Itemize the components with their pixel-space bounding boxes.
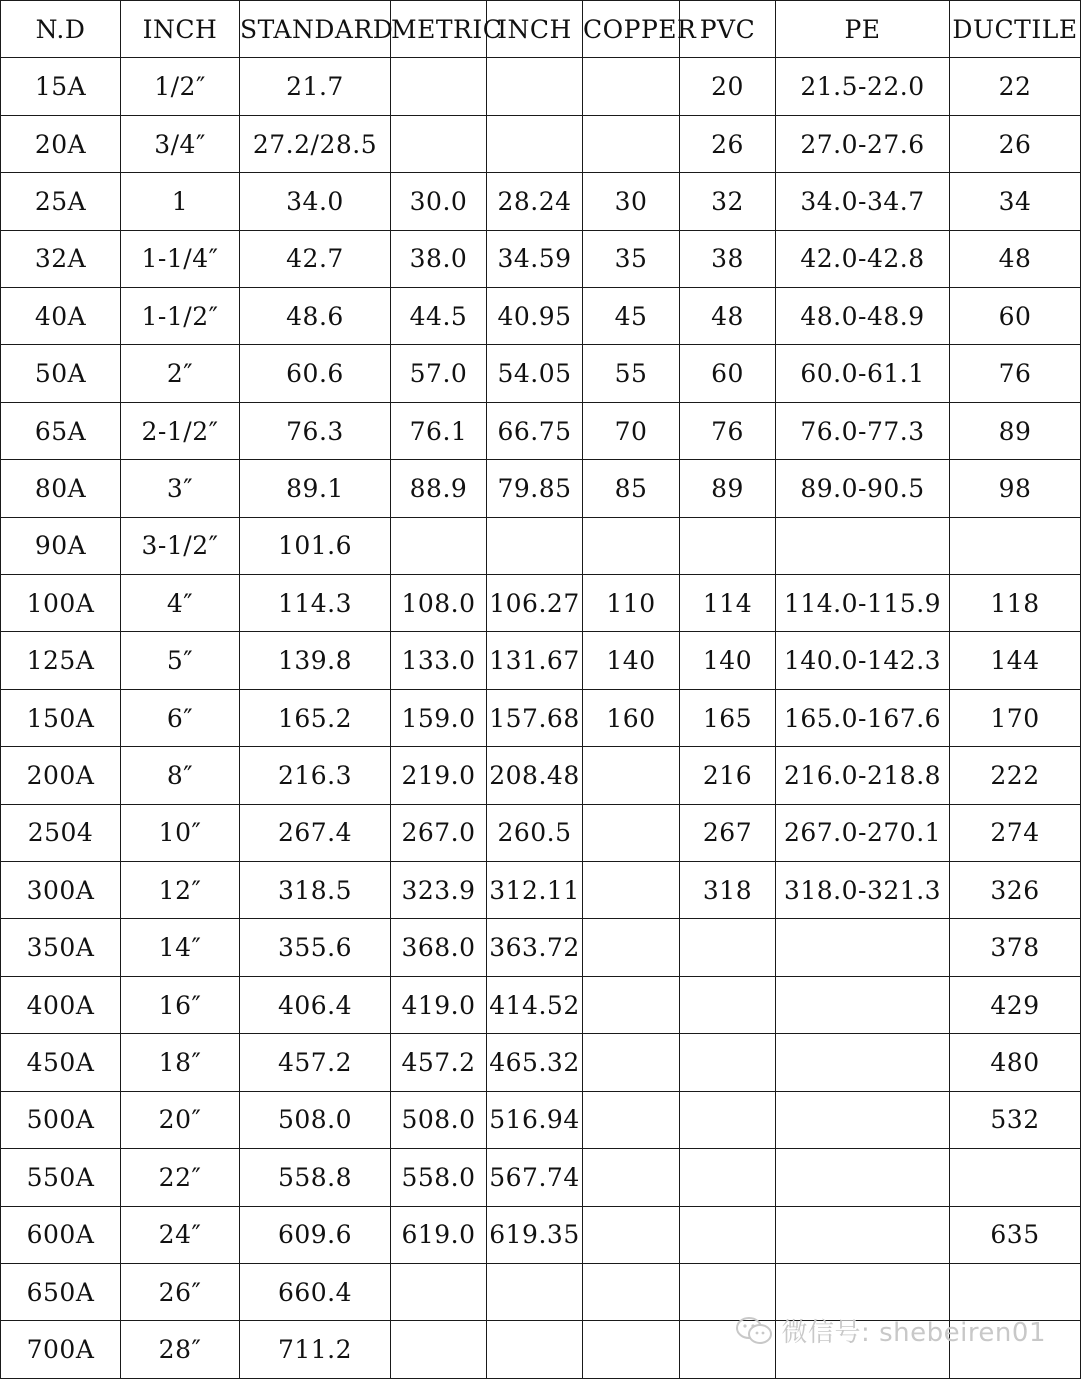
table-cell: 558.0: [391, 1149, 487, 1206]
table-cell: 508.0: [240, 1091, 391, 1148]
table-cell: 48.6: [240, 288, 391, 345]
table-cell: 110: [583, 575, 680, 632]
table-cell: 1: [121, 173, 240, 230]
table-cell: 368.0: [391, 919, 487, 976]
table-cell: 133.0: [391, 632, 487, 689]
table-cell: [391, 1321, 487, 1379]
table-cell: 216: [680, 747, 776, 804]
table-cell: 79.85: [487, 460, 583, 517]
table-cell: 34: [950, 173, 1081, 230]
table-row: [1, 1034, 1081, 1091]
table-cell: 24″: [121, 1206, 240, 1263]
table-cell: 16″: [121, 976, 240, 1033]
table-cell: [776, 1034, 950, 1091]
table-cell: 350A: [1, 919, 121, 976]
table-cell: 144: [950, 632, 1081, 689]
table-cell: 38.0: [391, 230, 487, 287]
table-cell: 106.27: [487, 575, 583, 632]
table-cell: 22: [950, 58, 1081, 115]
table-cell: 170: [950, 689, 1081, 746]
table-cell: 76.1: [391, 402, 487, 459]
table-cell: 42.7: [240, 230, 391, 287]
table-cell: 140: [680, 632, 776, 689]
table-cell: 700A: [1, 1321, 121, 1379]
table-cell: 40.95: [487, 288, 583, 345]
table-cell: 465.32: [487, 1034, 583, 1091]
table-cell: 55: [583, 345, 680, 402]
table-cell: 60.6: [240, 345, 391, 402]
table-cell: 26″: [121, 1263, 240, 1320]
table-cell: 567.74: [487, 1149, 583, 1206]
table-cell: 558.8: [240, 1149, 391, 1206]
table-cell: 1-1/4″: [121, 230, 240, 287]
table-cell: 711.2: [240, 1321, 391, 1379]
table-cell: 165.2: [240, 689, 391, 746]
table-cell: 80A: [1, 460, 121, 517]
table-cell: 516.94: [487, 1091, 583, 1148]
table-cell: 89.0-90.5: [776, 460, 950, 517]
table-cell: 48: [680, 288, 776, 345]
table-row: [1, 115, 1081, 172]
table-cell: 48: [950, 230, 1081, 287]
table-cell: 108.0: [391, 575, 487, 632]
table-row: [1, 747, 1081, 804]
table-cell: 140: [583, 632, 680, 689]
table-cell: 65A: [1, 402, 121, 459]
table-cell: 66.75: [487, 402, 583, 459]
table-cell: 318: [680, 862, 776, 919]
table-cell: 32A: [1, 230, 121, 287]
table-cell: 60: [950, 288, 1081, 345]
table-cell: 20A: [1, 115, 121, 172]
table-cell: 323.9: [391, 862, 487, 919]
table-cell: 70: [583, 402, 680, 459]
table-cell: 26: [950, 115, 1081, 172]
table-cell: 28.24: [487, 173, 583, 230]
table-cell: 2″: [121, 345, 240, 402]
table-cell: 406.4: [240, 976, 391, 1033]
table-body: [1, 58, 1081, 1379]
table-cell: 267.4: [240, 804, 391, 861]
table-cell: [583, 1321, 680, 1379]
table-cell: [583, 1091, 680, 1148]
table-cell: 35: [583, 230, 680, 287]
table-cell: 10″: [121, 804, 240, 861]
table-cell: 114: [680, 575, 776, 632]
table-cell: [391, 1263, 487, 1320]
table-cell: [680, 1206, 776, 1263]
table-cell: [680, 976, 776, 1033]
table-cell: 160: [583, 689, 680, 746]
table-cell: 3-1/2″: [121, 517, 240, 574]
column-header: PVC: [680, 1, 776, 58]
table-cell: 660.4: [240, 1263, 391, 1320]
table-cell: 378: [950, 919, 1081, 976]
column-header: DUCTILE: [950, 1, 1081, 58]
table-row: [1, 288, 1081, 345]
table-cell: 76: [680, 402, 776, 459]
table-cell: [391, 517, 487, 574]
table-cell: 76: [950, 345, 1081, 402]
column-header: COPPER: [583, 1, 680, 58]
table-cell: [680, 1034, 776, 1091]
table-cell: 312.11: [487, 862, 583, 919]
table-cell: 30.0: [391, 173, 487, 230]
table-cell: 44.5: [391, 288, 487, 345]
table-cell: 85: [583, 460, 680, 517]
table-cell: 60: [680, 345, 776, 402]
table-cell: 500A: [1, 1091, 121, 1148]
table-cell: 54.05: [487, 345, 583, 402]
table-cell: [776, 517, 950, 574]
table-cell: 532: [950, 1091, 1081, 1148]
table-cell: 260.5: [487, 804, 583, 861]
table-cell: 600A: [1, 1206, 121, 1263]
table-cell: 609.6: [240, 1206, 391, 1263]
table-cell: 34.0: [240, 173, 391, 230]
table-cell: 28″: [121, 1321, 240, 1379]
table-cell: 274: [950, 804, 1081, 861]
table-cell: 34.0-34.7: [776, 173, 950, 230]
table-row: [1, 862, 1081, 919]
table-cell: 57.0: [391, 345, 487, 402]
table-cell: 114.3: [240, 575, 391, 632]
column-header: N.D: [1, 1, 121, 58]
table-cell: 50A: [1, 345, 121, 402]
table-cell: [680, 1149, 776, 1206]
table-cell: 140.0-142.3: [776, 632, 950, 689]
table-cell: 216.0-218.8: [776, 747, 950, 804]
table-cell: [776, 919, 950, 976]
table-row: [1, 1206, 1081, 1263]
table-cell: 45: [583, 288, 680, 345]
table-cell: 27.2/28.5: [240, 115, 391, 172]
table-cell: 157.68: [487, 689, 583, 746]
table-cell: 619.0: [391, 1206, 487, 1263]
table-row: [1, 173, 1081, 230]
table-cell: [776, 1091, 950, 1148]
table-cell: 159.0: [391, 689, 487, 746]
table-cell: [950, 1149, 1081, 1206]
table-cell: 267.0: [391, 804, 487, 861]
table-cell: 8″: [121, 747, 240, 804]
table-cell: 419.0: [391, 976, 487, 1033]
table-row: [1, 230, 1081, 287]
table-cell: 267: [680, 804, 776, 861]
table-cell: 1-1/2″: [121, 288, 240, 345]
table-cell: [391, 58, 487, 115]
column-header: METRIC: [391, 1, 487, 58]
table-cell: 400A: [1, 976, 121, 1033]
table-cell: 508.0: [391, 1091, 487, 1148]
table-cell: 139.8: [240, 632, 391, 689]
table-cell: [680, 1091, 776, 1148]
table-cell: 318.5: [240, 862, 391, 919]
table-cell: 165.0-167.6: [776, 689, 950, 746]
table-cell: 2-1/2″: [121, 402, 240, 459]
table-cell: [583, 115, 680, 172]
table-cell: [776, 1149, 950, 1206]
table-row: [1, 1149, 1081, 1206]
table-cell: 450A: [1, 1034, 121, 1091]
column-header: INCH: [487, 1, 583, 58]
table-cell: 208.48: [487, 747, 583, 804]
table-cell: [583, 1263, 680, 1320]
table-row: [1, 58, 1081, 115]
table-cell: 14″: [121, 919, 240, 976]
table-cell: 18″: [121, 1034, 240, 1091]
table-cell: 3″: [121, 460, 240, 517]
table-cell: [680, 517, 776, 574]
table-cell: 20″: [121, 1091, 240, 1148]
table-cell: 12″: [121, 862, 240, 919]
table-cell: 34.59: [487, 230, 583, 287]
table-cell: 650A: [1, 1263, 121, 1320]
table-cell: 22″: [121, 1149, 240, 1206]
column-header: STANDARD: [240, 1, 391, 58]
table-cell: 457.2: [240, 1034, 391, 1091]
table-cell: 414.52: [487, 976, 583, 1033]
table-cell: 219.0: [391, 747, 487, 804]
table-cell: 21.7: [240, 58, 391, 115]
table-row: [1, 919, 1081, 976]
table-cell: [487, 1263, 583, 1320]
table-cell: 300A: [1, 862, 121, 919]
table-cell: [487, 58, 583, 115]
table-cell: [583, 517, 680, 574]
table-cell: 25A: [1, 173, 121, 230]
table-cell: 355.6: [240, 919, 391, 976]
table-cell: 118: [950, 575, 1081, 632]
table-cell: 98: [950, 460, 1081, 517]
table-cell: [583, 862, 680, 919]
table-cell: 21.5-22.0: [776, 58, 950, 115]
table-cell: 222: [950, 747, 1081, 804]
table-cell: 3/4″: [121, 115, 240, 172]
table-cell: 131.67: [487, 632, 583, 689]
table-cell: [950, 517, 1081, 574]
table-cell: 100A: [1, 575, 121, 632]
table-cell: 318.0-321.3: [776, 862, 950, 919]
table-header-row: [1, 1, 1081, 58]
table-cell: [680, 919, 776, 976]
table-cell: [583, 58, 680, 115]
table-cell: 165: [680, 689, 776, 746]
table-cell: 90A: [1, 517, 121, 574]
table-cell: 42.0-42.8: [776, 230, 950, 287]
table-cell: 48.0-48.9: [776, 288, 950, 345]
table-cell: 89: [680, 460, 776, 517]
table-row: [1, 402, 1081, 459]
column-header: INCH: [121, 1, 240, 58]
table-cell: 635: [950, 1206, 1081, 1263]
table-cell: 76.0-77.3: [776, 402, 950, 459]
table-cell: [776, 976, 950, 1033]
table-cell: 76.3: [240, 402, 391, 459]
table-row: [1, 517, 1081, 574]
table-cell: 326: [950, 862, 1081, 919]
table-cell: [583, 747, 680, 804]
table-cell: [583, 919, 680, 976]
table-cell: 30: [583, 173, 680, 230]
table-cell: 4″: [121, 575, 240, 632]
watermark: [734, 1312, 1046, 1349]
table-cell: 5″: [121, 632, 240, 689]
table-cell: [487, 115, 583, 172]
table-cell: [487, 1321, 583, 1379]
table-cell: 363.72: [487, 919, 583, 976]
table-cell: 6″: [121, 689, 240, 746]
table-cell: 38: [680, 230, 776, 287]
table-cell: 114.0-115.9: [776, 575, 950, 632]
watermark-text: 微信号: shebeiren01: [781, 1318, 1046, 1348]
table-row: [1, 345, 1081, 402]
table-cell: 429: [950, 976, 1081, 1033]
table-row: [1, 632, 1081, 689]
table-cell: [583, 1034, 680, 1091]
table-cell: 60.0-61.1: [776, 345, 950, 402]
wechat-icon: [734, 1315, 774, 1347]
table-cell: 216.3: [240, 747, 391, 804]
table-cell: 267.0-270.1: [776, 804, 950, 861]
table-cell: 1/2″: [121, 58, 240, 115]
table-cell: 2504: [1, 804, 121, 861]
table-cell: [391, 115, 487, 172]
table-cell: [583, 1149, 680, 1206]
table-cell: 150A: [1, 689, 121, 746]
table-cell: 27.0-27.6: [776, 115, 950, 172]
table-cell: 15A: [1, 58, 121, 115]
table-row: [1, 689, 1081, 746]
table-cell: 89: [950, 402, 1081, 459]
table-cell: 88.9: [391, 460, 487, 517]
table-row: [1, 976, 1081, 1033]
table-cell: 125A: [1, 632, 121, 689]
table-cell: 619.35: [487, 1206, 583, 1263]
table-cell: 550A: [1, 1149, 121, 1206]
column-header: PE: [776, 1, 950, 58]
table-row: [1, 575, 1081, 632]
table-cell: [583, 1206, 680, 1263]
table-cell: 20: [680, 58, 776, 115]
table-row: [1, 804, 1081, 861]
table-cell: 480: [950, 1034, 1081, 1091]
table-cell: 89.1: [240, 460, 391, 517]
table-cell: 200A: [1, 747, 121, 804]
table-cell: 101.6: [240, 517, 391, 574]
table-cell: [487, 517, 583, 574]
table-cell: [583, 976, 680, 1033]
table-cell: 40A: [1, 288, 121, 345]
table-cell: [776, 1206, 950, 1263]
table-row: [1, 1091, 1081, 1148]
table-cell: [583, 804, 680, 861]
table-row: [1, 460, 1081, 517]
table-cell: 26: [680, 115, 776, 172]
table-cell: 457.2: [391, 1034, 487, 1091]
table-cell: 32: [680, 173, 776, 230]
